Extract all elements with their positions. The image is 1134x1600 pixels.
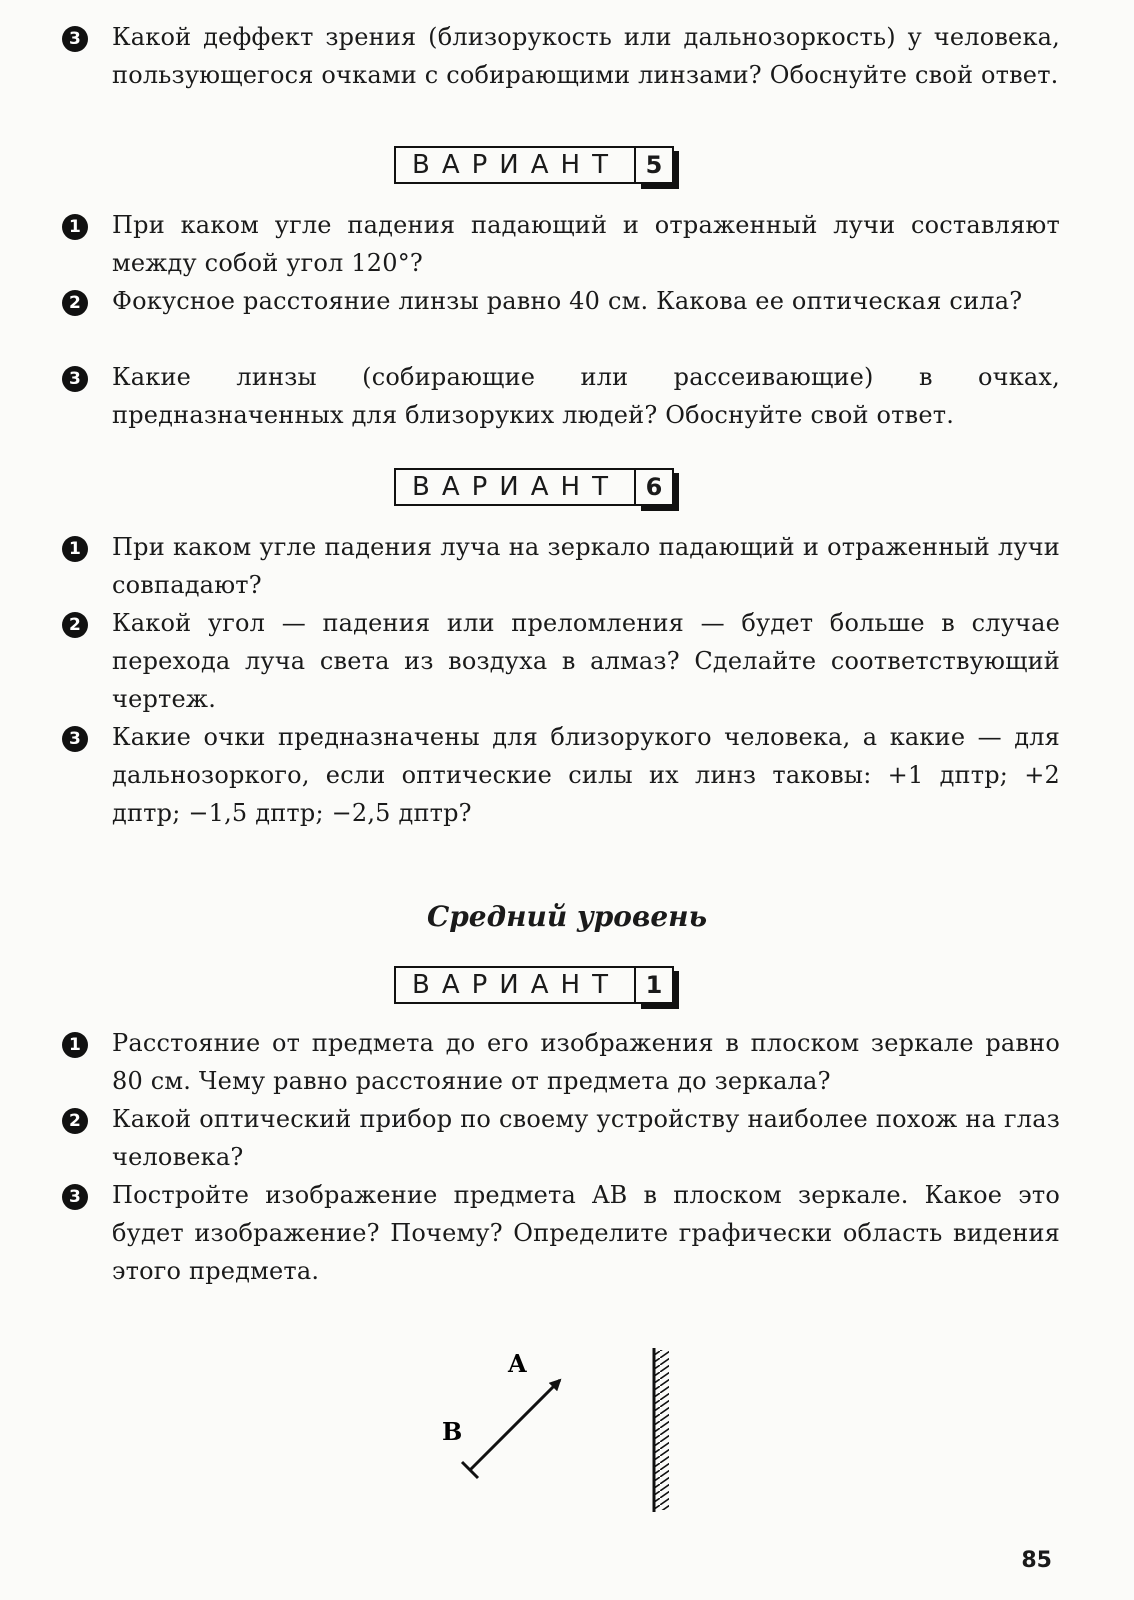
question-number-badge: 3 xyxy=(62,726,88,752)
question-text: Какие очки предназначены для близорукого человека, а какие — для дальнозоркого, если оптические силы их линз таковы: +1 дптр; +2 дптр; −1,5 дптр; −2,5 дптр? xyxy=(112,723,1060,827)
variant-number: 1 xyxy=(636,966,674,1004)
question-text: Какой деффект зрения (близорукость или дальнозоркость) у человека, пользующегося очками с собирающими линзами? Обоснуйте свой ответ. xyxy=(112,23,1060,89)
question-text: Какие линзы (собирающие или рассеивающие) в очках, предназначенных для близоруких людей? Обоснуйте свой ответ. xyxy=(112,363,1060,429)
page-number: 85 xyxy=(1021,1548,1052,1573)
question-text: При каком угле падения луча на зеркало падающий и отраженный лучи совпадают? xyxy=(112,533,1060,599)
variant-label: ВАРИАНТ xyxy=(394,468,636,506)
label-a: A xyxy=(508,1349,527,1378)
question-number-badge: 2 xyxy=(62,290,88,316)
question-number-badge: 3 xyxy=(62,26,88,52)
variant-number: 6 xyxy=(636,468,674,506)
question-text: Расстояние от предмета до его изображения в плоском зеркале равно 80 см. Чему равно расстояние от предмета до зеркала? xyxy=(112,1029,1060,1095)
question-text: Фокусное расстояние линзы равно 40 см. Какова ее оптическая сила? xyxy=(112,287,1023,315)
question-number-badge: 3 xyxy=(62,1184,88,1210)
mirror-hatching xyxy=(655,1350,669,1510)
question-text: Постройте изображение предмета AB в плоском зеркале. Какое это будет изображение? Почему? Определите графически область видения этого предмета. xyxy=(112,1181,1060,1285)
question-text: Какой оптический прибор по своему устройству наиболее похож на глаз человека? xyxy=(112,1105,1060,1171)
question-number-badge: 1 xyxy=(62,214,88,240)
question-number-badge: 2 xyxy=(62,612,88,638)
variant-label: ВАРИАНТ xyxy=(394,966,636,1004)
variant-number: 5 xyxy=(636,146,674,184)
question-number-badge: 1 xyxy=(62,536,88,562)
question-number-badge: 1 xyxy=(62,1032,88,1058)
question-number-badge: 3 xyxy=(62,366,88,392)
question-text: Какой угол — падения или преломления — будет больше в случае перехода луча света из воздуха в алмаз? Сделайте соответствующий чертеж. xyxy=(112,609,1060,713)
variant-label: ВАРИАНТ xyxy=(394,146,636,184)
label-b: B xyxy=(442,1417,463,1446)
object-ab-arrow xyxy=(470,1380,560,1470)
question-number-badge: 2 xyxy=(62,1108,88,1134)
level-title: Средний уровень xyxy=(426,900,708,933)
question-text: При каком угле падения падающий и отраженный лучи составляют между собой угол 120°? xyxy=(112,211,1060,277)
